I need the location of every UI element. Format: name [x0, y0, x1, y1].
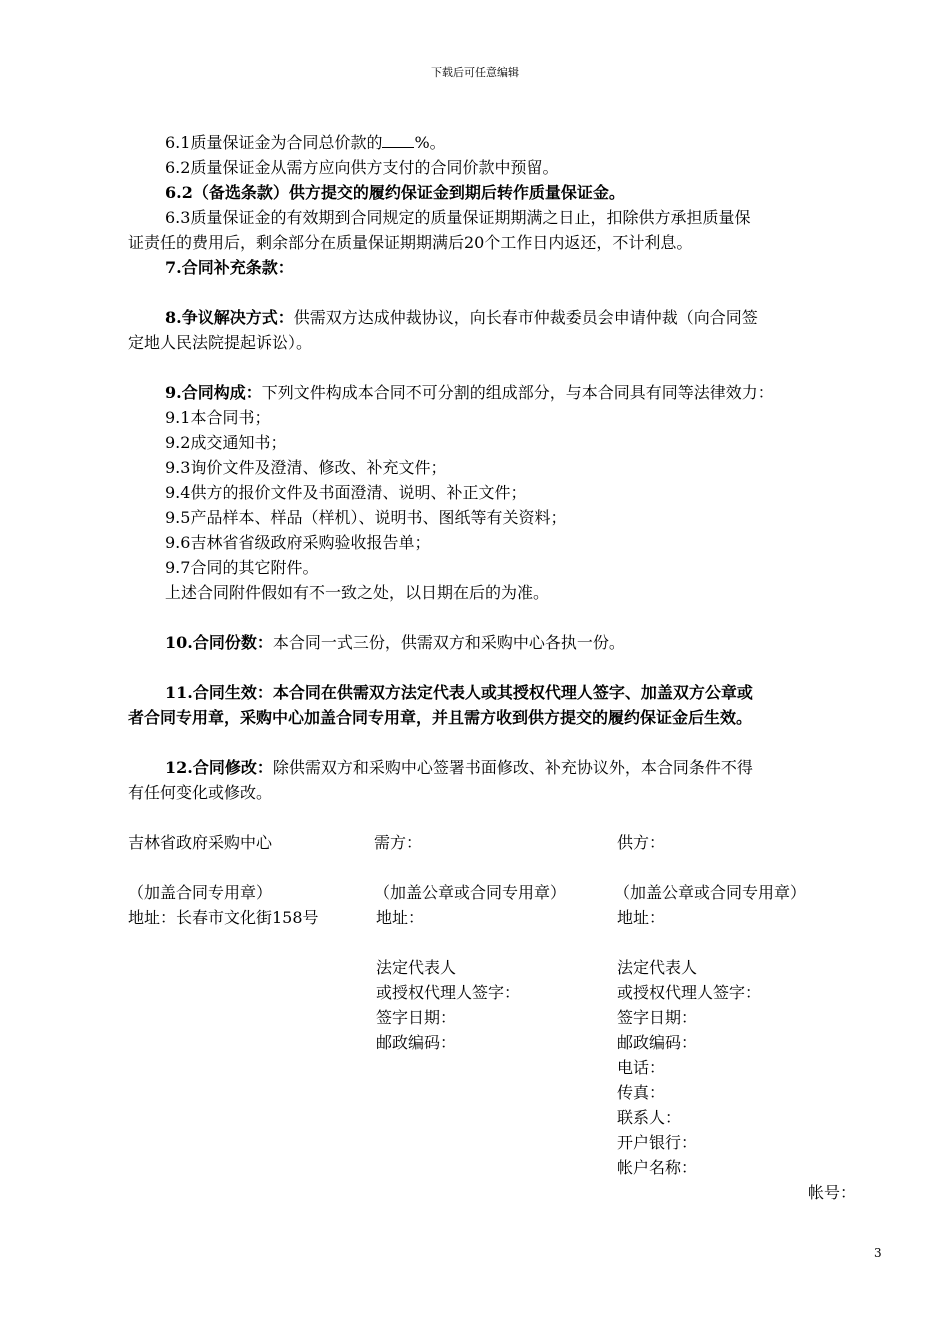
clause-12-line2: 有任何变化或修改。: [128, 783, 273, 802]
supplier-field: 电话：: [617, 1058, 666, 1077]
center-address: 地址：长春市文化街158号: [128, 908, 319, 927]
center-name: 吉林省政府采购中心: [128, 833, 273, 852]
supplier-field: 联系人：: [617, 1108, 682, 1127]
clause-11-line1: 11.合同生效：本合同在供需双方法定代表人或其授权代理人签字、加盖双方公章或: [165, 683, 753, 702]
clause-6-3-line1: 6.3质量保证金的有效期到合同规定的质量保证期期满之日止，扣除供方承担质量保: [165, 208, 751, 227]
supplier-field: 或授权代理人签字：: [617, 983, 762, 1002]
clause-8-line2: 定地人民法院提起诉讼）。: [128, 333, 313, 352]
page-number: 3: [874, 1246, 882, 1260]
clause-12-line1: 12.合同修改：除供需双方和采购中心签署书面修改、补充协议外，本合同条件不得: [165, 758, 753, 777]
supplier-seal: （加盖公章或合同专用章）: [614, 883, 807, 902]
clause-6-3-line2: 证责任的费用后，剩余部分在质量保证期期满后20个工作日内返还，不计利息。: [128, 233, 693, 252]
clause-10-title: 10.合同份数：: [165, 633, 273, 652]
clause-9-note: 上述合同附件假如有不一致之处，以日期在后的为准。: [165, 583, 550, 602]
clause-9-item: 9.4供方的报价文件及书面澄清、说明、补正文件；: [165, 483, 527, 502]
buyer-field: 法定代表人: [376, 958, 457, 977]
clause-10: 10.合同份数：本合同一式三份，供需双方和采购中心各执一份。: [165, 633, 625, 652]
clause-9-item: 9.6吉林省省级政府采购验收报告单；: [165, 533, 431, 552]
supplier-field: 签字日期：: [617, 1008, 698, 1027]
buyer-seal: （加盖公章或合同专用章）: [374, 883, 567, 902]
clause-11-line2: 者合同专用章，采购中心加盖合同专用章，并且需方收到供方提交的履约保证金后生效。: [128, 708, 753, 727]
supplier-account-number: 帐号：: [808, 1183, 857, 1202]
buyer-address: 地址：: [376, 908, 425, 927]
clause-6-2-alt: 6.2（备选条款）供方提交的履约保证金到期后转作质量保证金。: [165, 183, 625, 202]
buyer-field: 或授权代理人签字：: [376, 983, 521, 1002]
supplier-field: 传真：: [617, 1083, 666, 1102]
clause-7-title: 7.合同补充条款：: [165, 258, 294, 277]
buyer-field: 邮政编码：: [376, 1033, 457, 1052]
clause-12-title: 12.合同修改：: [165, 758, 273, 777]
clause-9-item: 9.2成交通知书；: [165, 433, 287, 452]
supplier-field: 法定代表人: [617, 958, 698, 977]
supplier-name: 供方：: [617, 833, 666, 852]
clause-8-line1: 8.争议解决方式：供需双方达成仲裁协议，向长春市仲裁委员会申请仲裁（向合同签: [165, 308, 758, 327]
clause-9-item: 9.1本合同书；: [165, 408, 271, 427]
center-seal: （加盖合同专用章）: [128, 883, 273, 902]
clause-6-1: 6.1质量保证金为合同总价款的 %。: [165, 133, 446, 152]
supplier-address: 地址：: [617, 908, 666, 927]
blank-underline: [382, 133, 414, 148]
page-header: 下载后可任意编辑: [431, 66, 519, 79]
clause-8-title: 8.争议解决方式：: [165, 308, 294, 327]
supplier-field: 开户银行：: [617, 1133, 698, 1152]
supplier-field: 邮政编码：: [617, 1033, 698, 1052]
clause-9-item: 9.5产品样本、样品（样机）、说明书、图纸等有关资料；: [165, 508, 567, 527]
clause-9-item: 9.7合同的其它附件。: [165, 558, 319, 577]
buyer-name: 需方：: [374, 833, 423, 852]
buyer-field: 签字日期：: [376, 1008, 457, 1027]
supplier-field: 帐户名称：: [617, 1158, 698, 1177]
clause-6-2: 6.2质量保证金从需方应向供方支付的合同价款中预留。: [165, 158, 559, 177]
clause-9-item: 9.3询价文件及澄清、修改、补充文件；: [165, 458, 447, 477]
clause-9-line1: 9.合同构成：下列文件构成本合同不可分割的组成部分，与本合同具有同等法律效力：: [165, 383, 774, 402]
clause-9-title: 9.合同构成：: [165, 383, 262, 402]
